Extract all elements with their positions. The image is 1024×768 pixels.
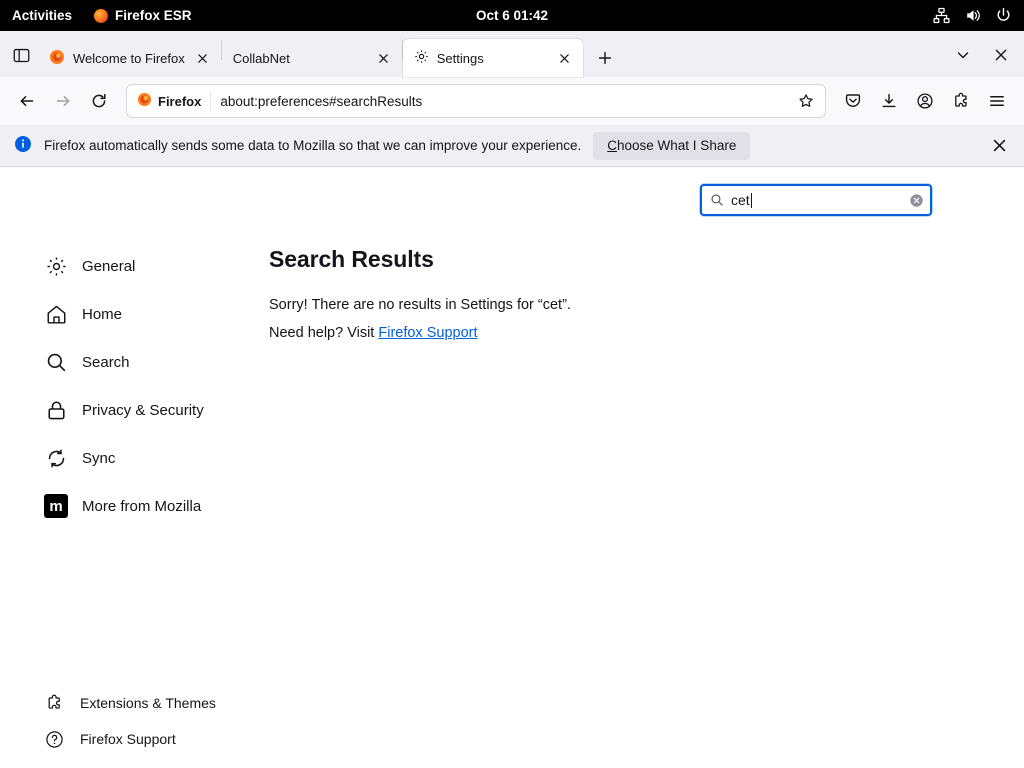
browser-tab[interactable]	[222, 39, 402, 77]
activities-button[interactable]: Activities	[12, 8, 73, 23]
toolbar-buttons	[836, 84, 1014, 118]
sidebar-item-search[interactable]	[44, 346, 245, 378]
preferences-nav-footer	[44, 688, 244, 760]
sidebar-item-sync[interactable]	[44, 442, 245, 474]
app-menu-icon[interactable]	[980, 84, 1014, 118]
sidebar-item-label: Home	[82, 305, 123, 323]
clock[interactable]: Oct 6 01:42	[475, 8, 549, 23]
firefox-support-link[interactable]: Firefox Support	[378, 324, 478, 341]
back-arrow-icon[interactable]	[10, 84, 44, 118]
notif-btn-label: hoose What I Share	[617, 138, 737, 153]
firefox-logo-icon	[94, 9, 108, 23]
help-prefix: Need help? Visit	[269, 324, 379, 341]
tabstrip-controls	[946, 39, 1018, 71]
app-indicator[interactable]	[94, 8, 192, 23]
gear-icon	[44, 254, 68, 278]
info-icon	[14, 135, 32, 156]
app-indicator-label: Firefox ESR	[115, 8, 192, 23]
gnome-top-bar	[0, 0, 1024, 31]
preferences-layout	[0, 216, 1024, 768]
url-text[interactable]: about:preferences#searchResults	[220, 93, 423, 109]
sidebar-item-privacy-security[interactable]	[44, 394, 245, 426]
preferences-nav	[0, 216, 245, 768]
identity-box[interactable]	[137, 92, 211, 110]
reload-icon[interactable]	[82, 84, 116, 118]
text-caret	[751, 193, 752, 208]
new-tab-button[interactable]	[589, 42, 621, 74]
firefox-brand-icon	[137, 92, 152, 110]
sidebar-item-label: General	[82, 257, 136, 275]
sidebar-item-home[interactable]	[44, 298, 245, 330]
volume-icon	[964, 7, 981, 24]
account-icon[interactable]	[908, 84, 942, 118]
search-icon	[44, 350, 68, 374]
tab-close-icon[interactable]	[193, 48, 213, 68]
sidebar-item-extensions-themes[interactable]	[44, 688, 244, 718]
list-all-tabs-icon[interactable]	[946, 39, 980, 71]
downloads-icon[interactable]	[872, 84, 906, 118]
home-icon	[44, 302, 68, 326]
forward-arrow-icon[interactable]	[46, 84, 80, 118]
star-icon[interactable]	[795, 90, 817, 112]
sidebar-item-label: Firefox Support	[80, 731, 176, 747]
help-circle-icon	[44, 729, 64, 749]
firefox-window	[0, 31, 1024, 768]
firefox-favicon	[49, 49, 65, 68]
sidebar-toggle-button[interactable]	[4, 38, 38, 72]
network-icon	[933, 7, 950, 24]
lock-icon	[44, 398, 68, 422]
close-icon[interactable]	[986, 133, 1012, 159]
sidebar-item-label: Search	[82, 353, 130, 371]
sidebar-item-label: Privacy & Security	[82, 401, 204, 419]
browser-tab-active[interactable]	[403, 39, 583, 77]
sidebar-item-label: More from Mozilla	[82, 497, 202, 515]
identity-label: Firefox	[158, 93, 202, 109]
search-icon	[710, 193, 724, 207]
tab-label: Welcome to Firefox	[73, 50, 185, 66]
window-close-icon[interactable]	[984, 39, 1018, 71]
sidebar-item-general[interactable]	[44, 250, 245, 282]
no-results-message: Sorry! There are no results in Settings for “cet”.	[269, 297, 571, 313]
save-to-pocket-icon[interactable]	[836, 84, 870, 118]
sidebar-item-firefox-support[interactable]	[44, 724, 244, 754]
extensions-icon	[44, 693, 64, 713]
notif-btn-accesskey: C	[607, 138, 618, 153]
system-status-area[interactable]	[933, 7, 1012, 24]
tab-close-icon[interactable]	[374, 48, 394, 68]
sidebar-item-more-from-mozilla[interactable]	[44, 490, 245, 522]
preferences-search-row	[0, 167, 1024, 216]
tab-strip	[0, 31, 1024, 77]
tab-close-icon[interactable]	[555, 48, 575, 68]
choose-what-i-share-button[interactable]	[593, 132, 750, 160]
power-icon	[995, 7, 1012, 24]
navigation-toolbar	[0, 77, 1024, 125]
browser-tab[interactable]	[38, 39, 221, 77]
notification-text: Firefox automatically sends some data to Mozilla so that we can improve your experience.	[44, 138, 582, 153]
page-title: Search Results	[269, 246, 434, 272]
search-input-value[interactable]	[731, 192, 902, 208]
search-input[interactable]	[700, 184, 932, 216]
help-message	[269, 323, 571, 345]
search-results-pane	[245, 216, 571, 768]
data-notification-bar	[0, 125, 1024, 167]
url-bar[interactable]	[126, 84, 826, 118]
settings-gear-favicon	[414, 49, 429, 67]
sidebar-item-label: Sync	[82, 449, 116, 467]
tab-label: CollabNet	[232, 50, 290, 66]
sidebar-item-label: Extensions & Themes	[80, 695, 216, 711]
preferences-content	[0, 167, 1024, 768]
extensions-icon[interactable]	[944, 84, 978, 118]
clear-input-icon[interactable]	[909, 193, 924, 208]
tab-label: Settings	[436, 50, 484, 66]
mozilla-m-icon: m	[44, 494, 68, 518]
search-text: cet	[731, 192, 750, 208]
sync-icon	[44, 446, 68, 470]
